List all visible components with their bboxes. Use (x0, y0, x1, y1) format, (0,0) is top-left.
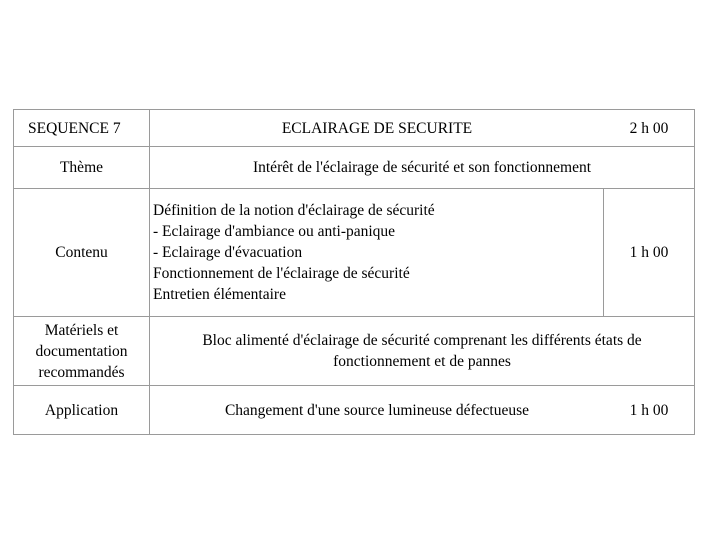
theme-label: Thème (14, 147, 150, 188)
contenu-list (153, 200, 435, 305)
contenu-list-cell (150, 189, 604, 316)
materiels-value-line: fonctionnement et de pannes (333, 353, 511, 370)
materiels-label-line: recommandés (38, 363, 125, 381)
sequence-label: SEQUENCE 7 (14, 110, 150, 146)
application-duration: 1 h 00 (629, 401, 669, 419)
application-row (14, 386, 694, 434)
sequence-table (13, 109, 695, 435)
materiels-value-line: Bloc alimenté d'éclairage de sécurité comprenant les différents états de (202, 332, 642, 349)
theme-row (14, 147, 694, 189)
materiels-value-cell (150, 317, 694, 385)
materiels-label-cell (14, 317, 150, 385)
contenu-item: - Eclairage d'évacuation (153, 244, 303, 261)
header-row (14, 110, 694, 147)
contenu-item: Définition de la notion d'éclairage de sécurité (153, 202, 435, 219)
contenu-item: Fonctionnement de l'éclairage de sécurité (153, 265, 410, 282)
application-label: Application (14, 386, 150, 434)
theme-value: Intérêt de l'éclairage de sécurité et son fonctionnement (252, 159, 592, 176)
materiels-row (14, 317, 694, 386)
materiels-label-line: documentation (35, 342, 128, 360)
materiels-value (202, 330, 641, 372)
contenu-item: Entretien élémentaire (153, 286, 286, 303)
contenu-label: Contenu (14, 189, 150, 316)
contenu-row (14, 189, 694, 317)
application-value: Changement d'une source lumineuse défectueuse (224, 401, 530, 419)
sequence-title: ECLAIRAGE DE SECURITE (281, 119, 473, 137)
sequence-duration: 2 h 00 (629, 119, 669, 137)
contenu-item: - Eclairage d'ambiance ou anti-panique (153, 223, 396, 240)
contenu-duration: 1 h 00 (629, 244, 669, 261)
materiels-label (35, 320, 127, 383)
materiels-label-line: Matériels et (44, 321, 119, 339)
